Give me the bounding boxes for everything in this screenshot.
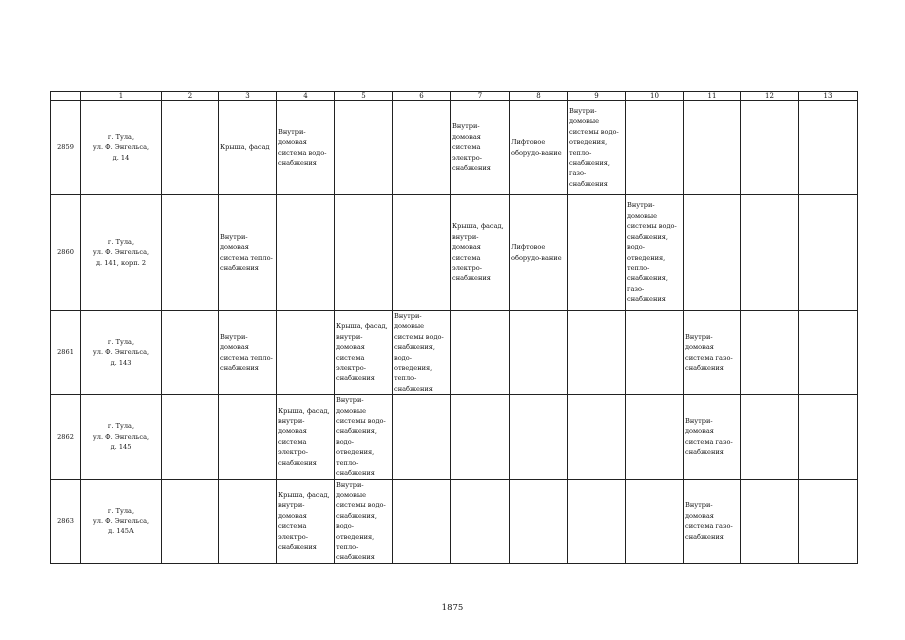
cell-text-line: снабжения bbox=[627, 295, 666, 304]
cell-col-10 bbox=[626, 395, 684, 479]
column-header-11: 11 bbox=[684, 92, 741, 101]
address-line: ул. Ф. Энгельса, bbox=[92, 143, 150, 152]
cell-text-line: тепло- bbox=[394, 374, 417, 383]
cell-col-5 bbox=[335, 311, 393, 395]
cell-col-6 bbox=[393, 101, 451, 195]
cell-text-line: домовая bbox=[278, 511, 307, 520]
row-number: 2860 bbox=[51, 195, 81, 311]
address-line: д. 145 bbox=[110, 443, 132, 452]
cell-text-line: внутри- bbox=[336, 332, 363, 341]
cell-text-line: системы водо- bbox=[569, 127, 619, 136]
cell-col-12 bbox=[741, 395, 799, 479]
cell-text-line: система bbox=[452, 143, 481, 152]
cell-col-3 bbox=[219, 479, 277, 563]
cell-text-line: Внутри- bbox=[685, 332, 713, 341]
cell-text-line: внутри- bbox=[452, 232, 479, 241]
cell-text-line: Внутри- bbox=[220, 332, 248, 341]
column-header-10: 10 bbox=[626, 92, 684, 101]
cell-text-line: снабжения bbox=[685, 448, 724, 457]
cell-col-7 bbox=[451, 311, 510, 395]
column-number-header bbox=[51, 92, 858, 101]
cell-text-line: система bbox=[278, 522, 307, 531]
cell-col-13 bbox=[799, 311, 858, 395]
cell-text-line: домовая bbox=[220, 243, 249, 252]
cell-text-line: тепло- bbox=[569, 148, 592, 157]
cell-text-line: внутри- bbox=[278, 417, 305, 426]
cell-text-line: снабжения bbox=[394, 384, 433, 393]
cell-text-line: системы водо- bbox=[336, 417, 386, 426]
cell-text-line: Внутри- bbox=[452, 122, 480, 131]
column-header-6: 6 bbox=[393, 92, 451, 101]
cell-col-3 bbox=[219, 195, 277, 311]
cell-text-line: снабжения, bbox=[627, 232, 669, 241]
cell-col-2 bbox=[162, 479, 219, 563]
cell-col-10 bbox=[626, 195, 684, 311]
cell-text-line: системы водо- bbox=[627, 222, 677, 231]
cell-text-line: домовая bbox=[336, 343, 365, 352]
cell-col-6 bbox=[393, 479, 451, 563]
cell-text-line: снабжения bbox=[452, 274, 491, 283]
cell-text-line: снабжения bbox=[452, 164, 491, 173]
address-line: г. Тула, bbox=[107, 338, 135, 347]
cell-col-9 bbox=[568, 311, 626, 395]
cell-col-4 bbox=[277, 101, 335, 195]
cell-col-2 bbox=[162, 101, 219, 195]
cell-col-10 bbox=[626, 311, 684, 395]
page-number: 1875 bbox=[441, 603, 464, 613]
cell-col-11 bbox=[684, 479, 741, 563]
cell-text-line: домовая bbox=[278, 138, 307, 147]
cell-text-line: системы водо- bbox=[394, 332, 444, 341]
cell-text-line: домовая bbox=[685, 343, 714, 352]
cell-text-line: тепло- bbox=[336, 458, 359, 467]
cell-text-line: Крыша, фасад, bbox=[278, 490, 330, 499]
cell-col-13 bbox=[799, 101, 858, 195]
cell-text-line: система газо- bbox=[685, 522, 733, 531]
cell-text-line: электро- bbox=[452, 153, 482, 162]
cell-text-line: снабжения bbox=[569, 179, 608, 188]
table-row bbox=[51, 395, 858, 479]
cell-text-line: Крыша, фасад, bbox=[452, 222, 504, 231]
address-line: г. Тула, bbox=[107, 506, 135, 515]
cell-col-13 bbox=[799, 479, 858, 563]
cell-col-12 bbox=[741, 311, 799, 395]
cell-col-8 bbox=[510, 311, 568, 395]
cell-text-line: система тепло- bbox=[220, 353, 273, 362]
address-cell bbox=[81, 101, 162, 195]
column-header-2: 2 bbox=[162, 92, 219, 101]
cell-col-13 bbox=[799, 195, 858, 311]
cell-text-line: домовые bbox=[336, 406, 366, 415]
cell-text-line: Внутри- bbox=[220, 232, 248, 241]
cell-text-line: домовые bbox=[569, 117, 599, 126]
address-cell bbox=[81, 395, 162, 479]
cell-text-line: домовые bbox=[394, 322, 424, 331]
cell-col-5 bbox=[335, 395, 393, 479]
cell-text-line: снабжения bbox=[220, 263, 259, 272]
cell-text-line: снабжения bbox=[336, 553, 375, 562]
cell-text-line: Внутри- bbox=[336, 480, 364, 489]
cell-text-line: оборудо-вание bbox=[511, 253, 562, 262]
cell-col-8 bbox=[510, 479, 568, 563]
cell-col-11 bbox=[684, 395, 741, 479]
cell-col-4 bbox=[277, 479, 335, 563]
cell-col-2 bbox=[162, 395, 219, 479]
cell-col-3 bbox=[219, 311, 277, 395]
cell-text-line: Крыша, фасад bbox=[220, 143, 270, 152]
cell-col-5 bbox=[335, 101, 393, 195]
cell-text-line: снабжения bbox=[685, 532, 724, 541]
cell-text-line: оборудо-вание bbox=[511, 148, 562, 157]
cell-text-line: снабжения bbox=[336, 469, 375, 478]
cell-text-line: тепло- bbox=[627, 263, 650, 272]
cell-text-line: система bbox=[452, 253, 481, 262]
repair-schedule-table bbox=[50, 91, 858, 564]
cell-col-5 bbox=[335, 195, 393, 311]
address-line: д. 145А bbox=[108, 527, 134, 536]
cell-col-9 bbox=[568, 101, 626, 195]
address-line: д. 14 bbox=[112, 153, 130, 162]
cell-col-2 bbox=[162, 311, 219, 395]
cell-text-line: домовая bbox=[685, 427, 714, 436]
cell-col-9 bbox=[568, 195, 626, 311]
cell-text-line: снабжения bbox=[220, 364, 259, 373]
cell-text-line: система тепло- bbox=[220, 253, 273, 262]
cell-text-line: Внутри- bbox=[336, 396, 364, 405]
row-number: 2861 bbox=[51, 311, 81, 395]
cell-text-line: домовая bbox=[452, 132, 481, 141]
cell-text-line: домовые bbox=[336, 490, 366, 499]
cell-text-line: электро- bbox=[452, 263, 482, 272]
cell-text-line: система водо- bbox=[278, 148, 327, 157]
row-number: 2863 bbox=[51, 479, 81, 563]
column-header-4: 4 bbox=[277, 92, 335, 101]
address-line: д. 143 bbox=[110, 358, 132, 367]
cell-col-13 bbox=[799, 395, 858, 479]
cell-col-3 bbox=[219, 101, 277, 195]
cell-text-line: снабжения, bbox=[336, 511, 378, 520]
address-cell bbox=[81, 479, 162, 563]
cell-text-line: Внутри- bbox=[569, 106, 597, 115]
address-line: ул. Ф. Энгельса, bbox=[92, 348, 150, 357]
column-header-3: 3 bbox=[219, 92, 277, 101]
cell-text-line: снабжения bbox=[336, 374, 375, 383]
column-header-9: 9 bbox=[568, 92, 626, 101]
cell-text-line: водо- bbox=[336, 522, 354, 531]
cell-col-2 bbox=[162, 195, 219, 311]
table-body bbox=[51, 92, 858, 564]
cell-text-line: снабжения, bbox=[627, 274, 669, 283]
cell-text-line: электро- bbox=[336, 364, 366, 373]
address-cell bbox=[81, 195, 162, 311]
cell-text-line: отведения, bbox=[336, 532, 375, 541]
cell-col-8 bbox=[510, 195, 568, 311]
cell-text-line: отведения, bbox=[569, 138, 608, 147]
cell-col-9 bbox=[568, 479, 626, 563]
column-header-7: 7 bbox=[451, 92, 510, 101]
cell-text-line: снабжения, bbox=[569, 158, 611, 167]
address-line: г. Тула, bbox=[107, 132, 135, 141]
cell-text-line: тепло- bbox=[336, 542, 359, 551]
cell-text-line: водо- bbox=[336, 437, 354, 446]
cell-text-line: домовая bbox=[220, 343, 249, 352]
cell-col-10 bbox=[626, 101, 684, 195]
table-row bbox=[51, 195, 858, 311]
cell-text-line: Лифтовое bbox=[511, 138, 546, 147]
cell-col-11 bbox=[684, 101, 741, 195]
address-line: ул. Ф. Энгельса, bbox=[92, 516, 150, 525]
cell-col-4 bbox=[277, 395, 335, 479]
row-number: 2859 bbox=[51, 101, 81, 195]
cell-text-line: Крыша, фасад, bbox=[278, 406, 330, 415]
cell-col-7 bbox=[451, 195, 510, 311]
cell-col-12 bbox=[741, 101, 799, 195]
column-header-5: 5 bbox=[335, 92, 393, 101]
address-cell bbox=[81, 311, 162, 395]
column-header-0 bbox=[51, 92, 81, 101]
row-number: 2862 bbox=[51, 395, 81, 479]
cell-col-6 bbox=[393, 311, 451, 395]
cell-text-line: электро- bbox=[278, 448, 308, 457]
cell-col-4 bbox=[277, 311, 335, 395]
cell-text-line: Внутри- bbox=[685, 417, 713, 426]
cell-text-line: система газо- bbox=[685, 437, 733, 446]
cell-text-line: система bbox=[278, 437, 307, 446]
cell-text-line: отведения, bbox=[394, 364, 433, 373]
cell-text-line: снабжения bbox=[278, 158, 317, 167]
cell-col-6 bbox=[393, 395, 451, 479]
cell-text-line: Внутри- bbox=[278, 127, 306, 136]
cell-text-line: Крыша, фасад, bbox=[336, 322, 388, 331]
cell-text-line: электро- bbox=[278, 532, 308, 541]
cell-text-line: Лифтовое bbox=[511, 243, 546, 252]
cell-text-line: домовая bbox=[685, 511, 714, 520]
cell-col-6 bbox=[393, 195, 451, 311]
cell-text-line: домовая bbox=[452, 243, 481, 252]
cell-text-line: внутри- bbox=[278, 501, 305, 510]
column-header-8: 8 bbox=[510, 92, 568, 101]
cell-text-line: домовые bbox=[627, 211, 657, 220]
address-line: г. Тула, bbox=[107, 237, 135, 246]
cell-text-line: Внутри- bbox=[394, 312, 422, 320]
cell-text-line: система газо- bbox=[685, 353, 733, 362]
column-header-1: 1 bbox=[81, 92, 162, 101]
table-row bbox=[51, 101, 858, 195]
cell-text-line: водо- bbox=[627, 243, 645, 252]
cell-col-11 bbox=[684, 195, 741, 311]
cell-text-line: система bbox=[336, 353, 365, 362]
cell-text-line: снабжения bbox=[685, 364, 724, 373]
cell-text-line: снабжения bbox=[278, 542, 317, 551]
cell-text-line: Внутри- bbox=[627, 201, 655, 210]
column-header-12: 12 bbox=[741, 92, 799, 101]
cell-text-line: системы водо- bbox=[336, 501, 386, 510]
column-header-13: 13 bbox=[799, 92, 858, 101]
cell-text-line: отведения, bbox=[336, 448, 375, 457]
table-row bbox=[51, 479, 858, 563]
cell-text-line: снабжения bbox=[278, 458, 317, 467]
cell-col-5 bbox=[335, 479, 393, 563]
cell-text-line: отведения, bbox=[627, 253, 666, 262]
cell-text-line: Внутри- bbox=[685, 501, 713, 510]
cell-text-line: снабжения, bbox=[336, 427, 378, 436]
address-line: д. 141, корп. 2 bbox=[95, 258, 147, 267]
cell-col-12 bbox=[741, 479, 799, 563]
cell-col-3 bbox=[219, 395, 277, 479]
cell-col-7 bbox=[451, 479, 510, 563]
cell-text-line: снабжения, bbox=[394, 343, 436, 352]
cell-col-11 bbox=[684, 311, 741, 395]
cell-text-line: газо- bbox=[569, 169, 587, 178]
cell-col-9 bbox=[568, 395, 626, 479]
cell-col-10 bbox=[626, 479, 684, 563]
address-line: ул. Ф. Энгельса, bbox=[92, 432, 150, 441]
cell-text-line: водо- bbox=[394, 353, 412, 362]
cell-col-12 bbox=[741, 195, 799, 311]
cell-col-7 bbox=[451, 395, 510, 479]
cell-col-7 bbox=[451, 101, 510, 195]
address-line: г. Тула, bbox=[107, 422, 135, 431]
address-line: ул. Ф. Энгельса, bbox=[92, 248, 150, 257]
cell-text-line: газо- bbox=[627, 284, 645, 293]
cell-text-line: домовая bbox=[278, 427, 307, 436]
cell-col-8 bbox=[510, 101, 568, 195]
table-row bbox=[51, 311, 858, 395]
cell-col-8 bbox=[510, 395, 568, 479]
cell-col-4 bbox=[277, 195, 335, 311]
